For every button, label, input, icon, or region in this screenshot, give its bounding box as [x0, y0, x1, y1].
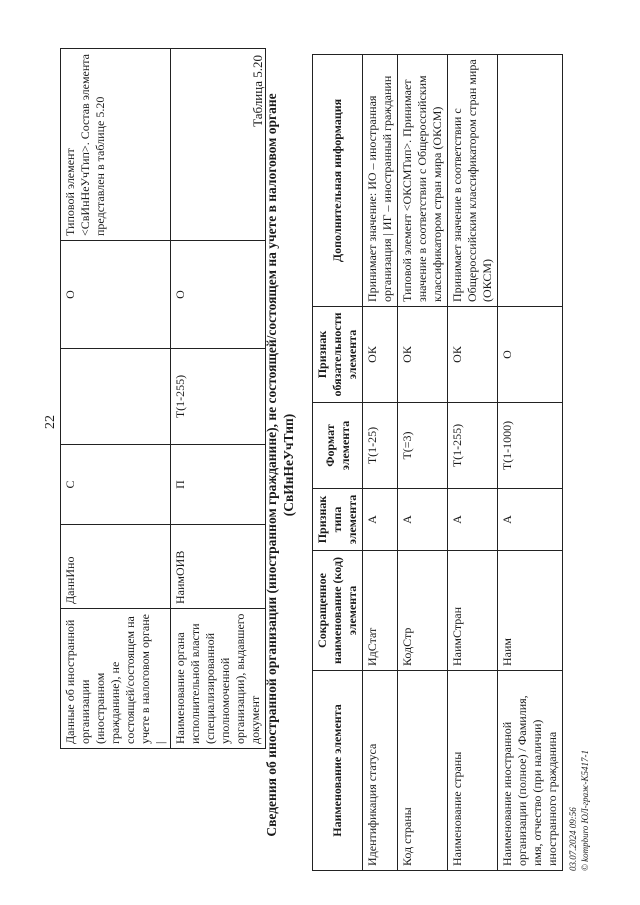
header-type: Признак типа элемента — [313, 489, 363, 551]
header-code: Сокращенное наименование (код) элемента — [313, 551, 363, 671]
cell-format: Т(1-25) — [363, 403, 398, 489]
cell-mandatory: ОК — [398, 307, 448, 403]
main-table — [312, 54, 563, 871]
cell-type: А — [398, 489, 448, 551]
cell-format: Т(1-255) — [171, 349, 266, 445]
cell-name: Наименование страны — [448, 671, 498, 871]
cell-name: Наименование иностранной организации (полное) / Фамилия, имя, отчество (при наличии) иностранного гражданина — [498, 671, 563, 871]
cell-info: Типовой элемент <ОКСМТип>. Принимает значение в соответствии с Общероссийским классификатором стран мира (ОКСМ) — [398, 55, 448, 307]
cell-code: Наим — [498, 551, 563, 671]
cell-type: А — [498, 489, 563, 551]
table-header-row — [313, 55, 363, 871]
footer-timestamp: 03.07.2024 09:56 — [568, 807, 578, 871]
table-row — [398, 55, 448, 871]
cell-name: Наименование органа исполнительной власти (специализированной уполномоченной организации), выдавшего документ — [171, 609, 266, 749]
cell-format: Т(1-255) — [448, 403, 498, 489]
cell-type: П — [171, 445, 266, 525]
table-row — [448, 55, 498, 871]
cell-type: А — [363, 489, 398, 551]
cell-code: НаимОИВ — [171, 525, 266, 609]
table-row — [61, 49, 171, 749]
continued-table — [60, 48, 266, 749]
cell-info — [498, 55, 563, 307]
cell-mandatory: О — [171, 241, 266, 349]
table-row — [498, 55, 563, 871]
cell-format: Т(1-1000) — [498, 403, 563, 489]
cell-mandatory: ОК — [363, 307, 398, 403]
header-name: Наименование элемента — [313, 671, 363, 871]
footer-stamp — [568, 571, 591, 871]
cell-mandatory: О — [498, 307, 563, 403]
cell-name: Данные об иностранной организации (иностранном гражданине), не состоящей/состоящем на учете в налоговом органе | — [61, 609, 171, 749]
table-row — [363, 55, 398, 871]
header-format: Формат элемента — [313, 403, 363, 489]
rotated-document — [20, 45, 600, 885]
cell-info: Принимает значение: ИО – иностранная организация | ИГ – иностранный гражданин — [363, 55, 398, 307]
footer-source: © kompburo ЮЛ-граж-К5417-1 — [579, 749, 590, 871]
cell-mandatory: ОК — [448, 307, 498, 403]
cell-name: Идентификация статуса — [363, 671, 398, 871]
cell-info: Типовой элемент <СвИнНеУчТип>. Состав элемента представлен в таблице 5.20 — [61, 49, 171, 241]
table-label: Таблица 5.20 — [250, 55, 265, 127]
cell-code: КодСтр — [398, 551, 448, 671]
cell-name: Код страны — [398, 671, 448, 871]
cell-mandatory: О — [61, 241, 171, 349]
header-mandatory: Признак обязательности элемента — [313, 307, 363, 403]
cell-code: НаимСтран — [448, 551, 498, 671]
cell-info: Принимает значение в соответствии с Общероссийским классификатором стран мира (ОКСМ) — [448, 55, 498, 307]
cell-code: ДаннИно — [61, 525, 171, 609]
cell-type: С — [61, 445, 171, 525]
cell-format — [61, 349, 171, 445]
header-info: Дополнительная информация — [313, 55, 363, 307]
table-title: Сведения об иностранной организации (иностранном гражданине), не состоящей/состоящем на учете в налоговом органе (СвИнНеУчТип) — [264, 93, 296, 837]
cell-format: Т(=3) — [398, 403, 448, 489]
page-number: 22 — [43, 415, 58, 429]
cell-code: ИдСтат — [363, 551, 398, 671]
cell-type: А — [448, 489, 498, 551]
